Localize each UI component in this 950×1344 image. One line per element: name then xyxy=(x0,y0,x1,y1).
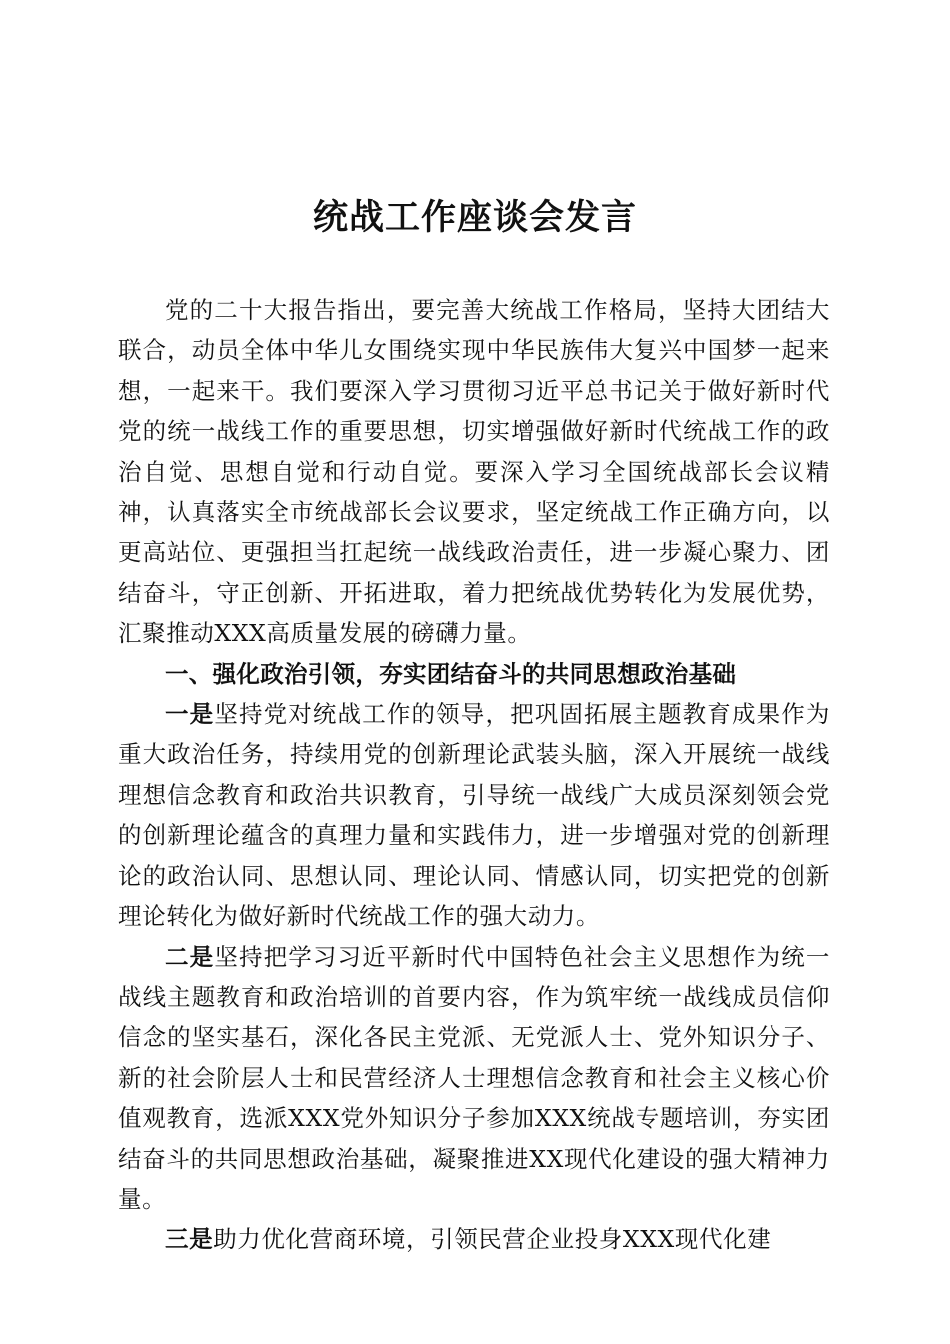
point-lead-3: 三是 xyxy=(165,1225,214,1254)
document-body xyxy=(118,290,830,1260)
point-text-3: 助力优化营商环境，引领民营企业投身XXX现代化建 xyxy=(213,1225,772,1254)
intro-paragraph: 党的二十大报告指出，要完善大统战工作格局，坚持大团结大联合，动员全体中华儿女围绕实现中华民族伟大复兴中国梦一起来想，一起来干。我们要深入学习贯彻习近平总书记关于做好新时代党的统一战线工作的重要思想，切实增强做好新时代统战工作的政治自觉、思想自觉和行动自觉。要深入学习全国统战部长会议精神，认真落实全市统战部长会议要求，坚定统战工作正确方向，以更高站位、更强担当扛起统一战线政治责任，进一步凝心聚力、团结奋斗，守正创新、开拓进取，着力把统战优势转化为发展优势，汇聚推动XXX高质量发展的磅礴力量。 xyxy=(118,296,830,648)
point-paragraph-3 xyxy=(118,1219,830,1259)
point-paragraph-1 xyxy=(118,694,830,936)
section-heading: 一、强化政治引领，夯实团结奋斗的共同思想政治基础 xyxy=(165,659,737,688)
point-lead-1: 一是 xyxy=(165,700,215,729)
point-text-2: 坚持把学习习近平新时代中国特色社会主义思想作为统一战线主题教育和政治培训的首要内容，作为筑牢统一战线成员信仰信念的坚实基石，深化各民主党派、无党派人士、党外知识分子、新的社会阶层人士和民营经济人士理想信念教育和社会主义核心价值观教育，选派XXX党外知识分子参加XXX统战专题培训，夯实团结奋斗的共同思想政治基础，凝聚推进XX现代化建设的强大精神力量。 xyxy=(118,942,831,1213)
document-title: 统战工作座谈会发言 xyxy=(312,197,637,238)
point-paragraph-2 xyxy=(118,937,830,1220)
point-text-1: 坚持党对统战工作的领导，把巩固拓展主题教育成果作为重大政治任务，持续用党的创新理论武装头脑，深入开展统一战线理想信念教育和政治共识教育，引导统一战线广大成员深刻领会党的创新理论蕴含的真理力量和实践伟力，进一步增强对党的创新理论的政治认同、思想认同、理论认同、情感认同，切实把党的创新理论转化为做好新时代统战工作的强大动力。 xyxy=(118,700,831,931)
point-lead-2: 二是 xyxy=(165,942,215,971)
